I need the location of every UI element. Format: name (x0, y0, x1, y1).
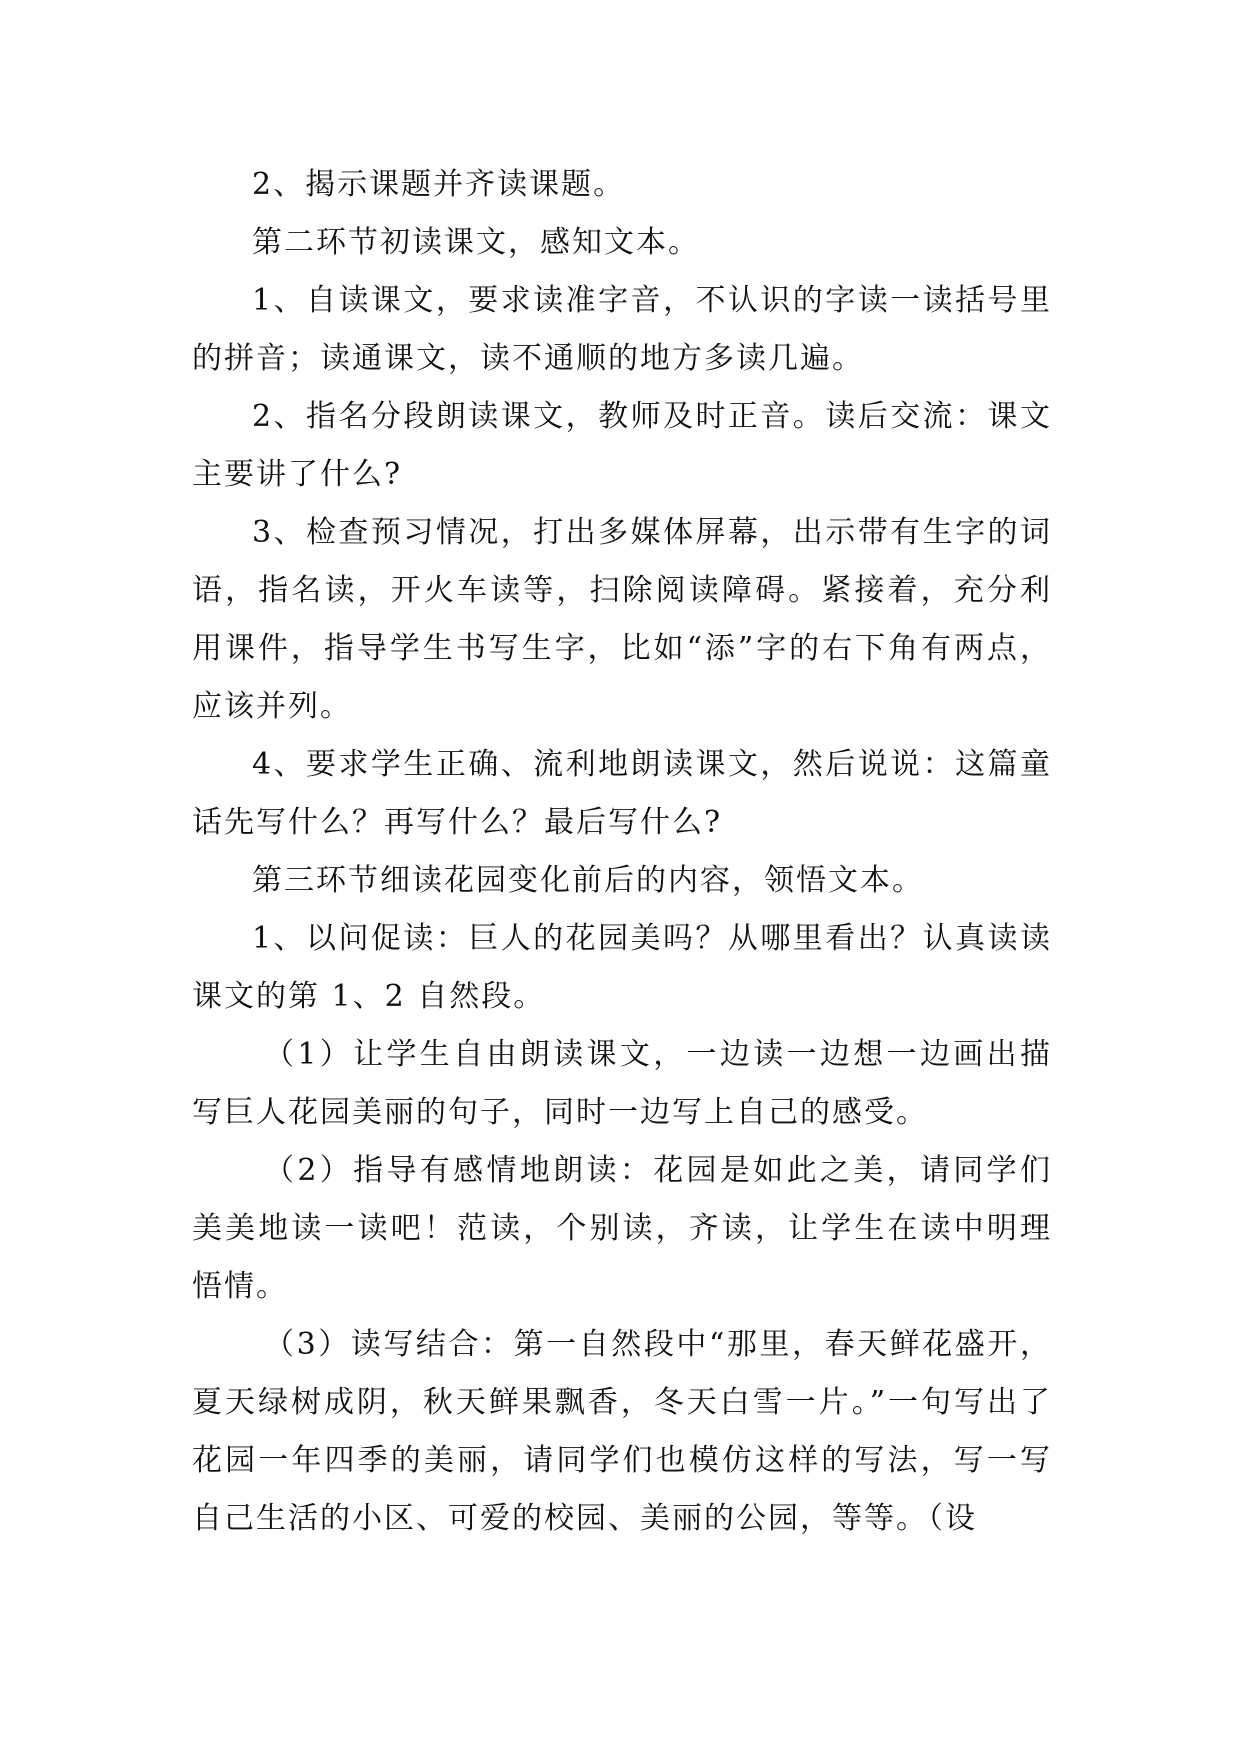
heading-section-two: 第二环节初读课文，感知文本。 (252, 225, 700, 260)
paragraph-question-reading: 1、以问促读：巨人的花园美吗？从哪里看出？认真读读课文的第 1、2 自然段。 (192, 921, 1052, 1014)
paragraph-reading-writing: （3）读写结合：第一自然段中“那里，春天鲜花盛开，夏天绿树成阴，秋天鲜果飘香，冬天白雪一片。”一句写出了花园一年四季的美丽，请同学们也模仿这样的写法，写一写自己生活的小区、可爱的校园、美丽的公园，等等。（设 (192, 1327, 1052, 1536)
heading-section-three: 第三环节细读花园变化前后的内容，领悟文本。 (252, 863, 924, 898)
paragraph-emotional-reading: （2）指导有感情地朗读：花园是如此之美，请同学们美美地读一读吧！范读，个别读，齐读，让学生在读中明理悟情。 (192, 1153, 1052, 1304)
paragraph-fluent-reading: 4、要求学生正确、流利地朗读课文，然后说说：这篇童话先写什么？再写什么？最后写什么? (192, 747, 1052, 840)
paragraph-group-reading: 2、指名分段朗读课文，教师及时正音。读后交流：课文主要讲了什么? (192, 399, 1052, 492)
paragraph-reveal-title: 2、揭示课题并齐读课题。 (252, 167, 626, 202)
paragraph-free-reading: （1）让学生自由朗读课文，一边读一边想一边画出描写巨人花园美丽的句子，同时一边写上自己的感受。 (192, 1037, 1052, 1130)
document-body (192, 156, 1052, 1548)
paragraph-self-reading: 1、自读课文，要求读准字音，不认识的字读一读括号里的拼音；读通课文，读不通顺的地方多读几遍。 (192, 283, 1052, 376)
paragraph-preview-check: 3、检查预习情况，打出多媒体屏幕，出示带有生字的词语，指名读，开火车读等，扫除阅读障碍。紧接着，充分利用课件，指导学生书写生字，比如“添”字的右下角有两点，应该并列。 (192, 515, 1052, 724)
